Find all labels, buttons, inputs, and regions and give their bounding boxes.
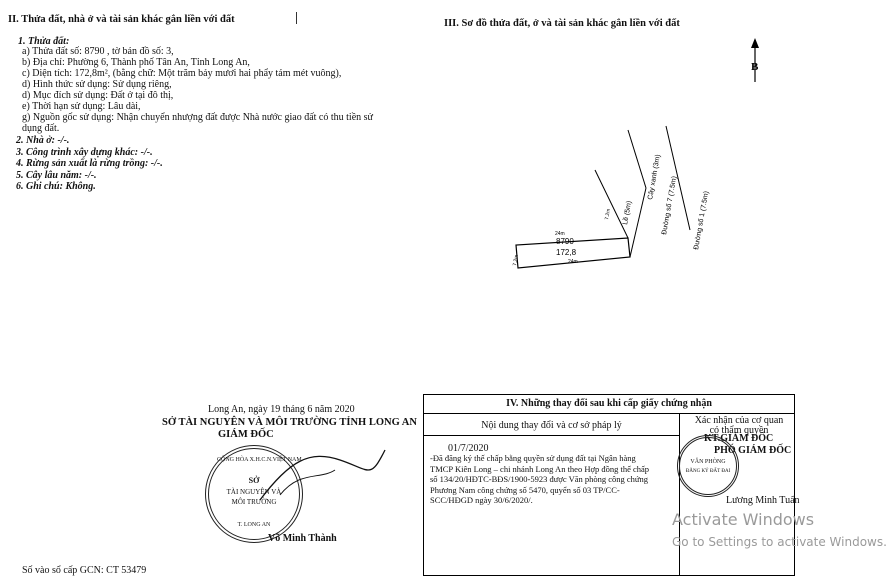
dim-bottom: 24m bbox=[568, 259, 578, 265]
certificate-number: Số vào sổ cấp GCN: CT 53479 bbox=[22, 565, 147, 576]
list-item: 4. Rừng sản xuất là rừng trồng: -/-. bbox=[16, 158, 163, 169]
list-item: a) Thửa đất số: 8790 , tờ bản đồ số: 3, bbox=[22, 46, 174, 57]
list-item: -Đã đăng ký thế chấp bằng quyền sử dụng đất tại Ngân hàng bbox=[430, 453, 636, 463]
dim-top: 24m bbox=[555, 231, 565, 237]
list-item: 5. Cây lâu năm: -/-. bbox=[16, 169, 97, 181]
parcel-heading: 1. Thửa đất: bbox=[18, 36, 70, 47]
list-item: e) Thời hạn sử dụng: Lâu dài, bbox=[22, 101, 141, 112]
date-line: Long An, ngày 19 tháng 6 năm 2020 bbox=[208, 404, 355, 415]
north-arrowhead-icon bbox=[751, 38, 759, 48]
list-item: d) Mục đích sử dụng: Đất ở tại đô thị, bbox=[22, 90, 174, 101]
signer-left: Võ Minh Thành bbox=[268, 533, 337, 544]
list-item: 6. Ghi chú: Không. bbox=[16, 181, 96, 192]
pgd-line: PHÓ GIÁM ĐỐC bbox=[714, 445, 792, 456]
changes-title: IV. Những thay đổi sau khi cấp giấy chứng nhận bbox=[506, 398, 712, 409]
list-item: Phương Nam công chứng số 5470, quyển số 03 TP/CC- bbox=[430, 484, 620, 495]
list-item: d) Hình thức sử dụng: Sử dụng riêng, bbox=[22, 79, 172, 90]
tree-label: Cây xanh (3m) bbox=[647, 153, 662, 201]
list-item: 3. Công trình xây dựng khác: -/-. bbox=[16, 146, 153, 158]
col-confirm-header-1: Xác nhận của cơ quan bbox=[694, 415, 784, 426]
col-confirm-header-2: có thẩm quyền bbox=[709, 425, 769, 436]
col-content-header: Nội dung thay đổi và cơ sở pháp lý bbox=[481, 420, 622, 431]
list-item: g) Nguồn gốc sử dụng: Nhận chuyển nhượng đất được Nhà nước giao đất có thu tiền sử bbox=[22, 112, 373, 123]
dim-right: 7.2m bbox=[604, 208, 612, 221]
parcel-lines bbox=[22, 46, 373, 134]
sidewalk-label: Lề (5m) bbox=[622, 200, 634, 226]
parcel-area: 172,8 bbox=[556, 248, 577, 257]
section-ii-title: II. Thửa đất, nhà ở và tài sản khác gắn liền với đất bbox=[8, 14, 235, 25]
change-date: 01/7/2020 bbox=[448, 443, 489, 454]
activate-windows-subtitle: Go to Settings to activate Windows. bbox=[672, 535, 887, 549]
activate-windows-title: Activate Windows bbox=[672, 510, 815, 529]
road-edge-1 bbox=[595, 170, 628, 238]
dim-left: 7.2m bbox=[512, 254, 520, 267]
list-item: dụng đất. bbox=[22, 123, 60, 134]
change-content bbox=[430, 453, 649, 506]
parcel-number: 8790 bbox=[556, 237, 574, 246]
road-edge-2 bbox=[630, 188, 646, 257]
list-item: SCC/HĐGD ngày 30/6/2020/. bbox=[430, 495, 533, 505]
other-items bbox=[16, 135, 163, 193]
list-item: TMCP Kiên Long – chi nhánh Long An theo Hợp đồng thế chấp bbox=[430, 463, 650, 474]
north-label: B bbox=[751, 61, 759, 73]
road-label-2: Đường số 7 (7.5m) bbox=[661, 175, 679, 236]
land-plot-diagram bbox=[430, 30, 861, 290]
list-item: c) Diện tích: 172,8m², (bằng chữ: Một trăm bảy mươi hai phẩy tám mét vuông), bbox=[22, 68, 342, 79]
scan-mark bbox=[296, 12, 299, 24]
kt-line: KT.GIÁM ĐỐC bbox=[704, 433, 774, 444]
signature-scribble-left bbox=[250, 440, 390, 520]
list-item: 2. Nhà ở: -/-. bbox=[16, 135, 70, 146]
road-label-1: Đường số 1 (7.5m) bbox=[693, 190, 711, 251]
official-seal-left: CỘNG HÒA X.H.C.N.VIỆT NAM SỞ TÀI NGUYÊN VÀ MÔI TRƯỜNG T. LONG AN bbox=[205, 445, 303, 543]
section-iii-title: III. Sơ đồ thửa đất, ở và tài sản khác gắn liền với đất bbox=[444, 18, 680, 29]
issuer-role: GIÁM ĐỐC bbox=[218, 429, 274, 440]
signer-right: Lương Minh Tuấn bbox=[726, 495, 800, 506]
road-edge-3 bbox=[628, 130, 646, 188]
list-item: b) Địa chỉ: Phường 6, Thành phố Tân An, Tỉnh Long An, bbox=[22, 57, 250, 68]
issuing-org: SỞ TÀI NGUYÊN VÀ MÔI TRƯỜNG TỈNH LONG AN bbox=[162, 417, 417, 428]
list-item: số 134/20/HĐTC-BĐS/1900-5923 được Văn phòng công chứng bbox=[430, 474, 649, 484]
official-seal-right: VĂN PHÒNG ĐĂNG KÝ ĐẤT ĐAI bbox=[677, 435, 739, 497]
